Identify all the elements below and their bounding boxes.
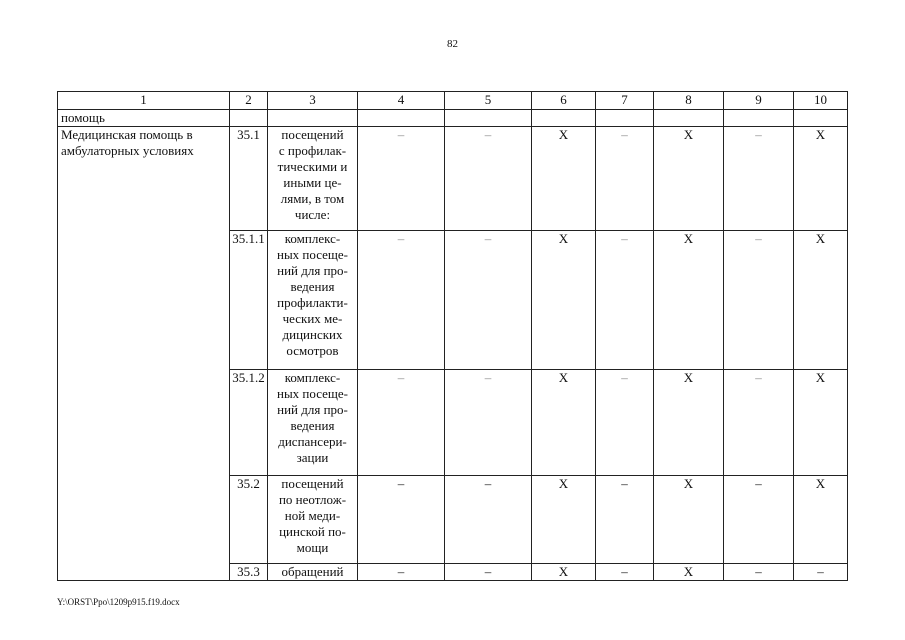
page-number: 82 bbox=[447, 38, 458, 50]
header-cell: 9 bbox=[724, 92, 794, 110]
row-description-line: ведения bbox=[290, 418, 335, 433]
value-cell: – bbox=[724, 476, 794, 564]
value-cell: – bbox=[445, 476, 532, 564]
header-cell: 8 bbox=[654, 92, 724, 110]
row-description-line: цинской по- bbox=[279, 524, 346, 539]
empty-cell bbox=[230, 110, 268, 127]
value-cell: – bbox=[794, 564, 848, 581]
row-description-line: диспансери- bbox=[278, 434, 347, 449]
value-cell: – bbox=[596, 231, 654, 370]
value-cell: – bbox=[358, 231, 445, 370]
header-cell: 7 bbox=[596, 92, 654, 110]
value-cell: – bbox=[358, 476, 445, 564]
value-cell: Х bbox=[532, 564, 596, 581]
empty-cell bbox=[268, 110, 358, 127]
row-description-line: числе: bbox=[294, 207, 331, 222]
row-description-line: по неотлож- bbox=[278, 492, 347, 507]
value-cell: Х bbox=[532, 476, 596, 564]
value-cell: Х bbox=[532, 231, 596, 370]
row-description-line: дицинских bbox=[282, 327, 343, 342]
row-description-line: комплекс- bbox=[284, 231, 341, 246]
value-cell: – bbox=[596, 370, 654, 476]
value-cell: – bbox=[358, 127, 445, 231]
empty-cell bbox=[724, 110, 794, 127]
header-cell: 1 bbox=[58, 92, 230, 110]
row-code: 35.3 bbox=[230, 564, 268, 581]
row-description-line: мощи bbox=[296, 540, 329, 555]
value-cell: – bbox=[445, 127, 532, 231]
row-description-line: профилакти- bbox=[277, 295, 348, 310]
empty-cell bbox=[445, 110, 532, 127]
row-description-line: ных посеще- bbox=[276, 247, 349, 262]
value-cell: – bbox=[445, 564, 532, 581]
continuation-cell: помощь bbox=[58, 110, 230, 127]
row-description-line: с профилак- bbox=[278, 143, 347, 158]
data-table bbox=[57, 91, 848, 581]
header-cell: 4 bbox=[358, 92, 445, 110]
empty-cell bbox=[532, 110, 596, 127]
value-cell: – bbox=[596, 564, 654, 581]
row-code: 35.1 bbox=[230, 127, 268, 231]
row-description-line: комплекс- bbox=[284, 370, 341, 385]
row-code: 35.1.1 bbox=[230, 231, 268, 370]
row-description-line: ных посеще- bbox=[276, 386, 349, 401]
value-cell: – bbox=[445, 231, 532, 370]
row-description-line: ной меди- bbox=[284, 508, 341, 523]
empty-cell bbox=[596, 110, 654, 127]
row-description-line: посещений bbox=[281, 476, 344, 491]
row-code: 35.2 bbox=[230, 476, 268, 564]
header-cell: 10 bbox=[794, 92, 848, 110]
value-cell: Х bbox=[654, 564, 724, 581]
header-cell: 2 bbox=[230, 92, 268, 110]
row-description-line: тическими и bbox=[277, 159, 348, 174]
value-cell: Х bbox=[532, 127, 596, 231]
row-description-line: посещений bbox=[281, 127, 344, 142]
section-label bbox=[58, 127, 230, 581]
header-cell: 5 bbox=[445, 92, 532, 110]
row-description bbox=[268, 231, 358, 370]
value-cell: Х bbox=[654, 476, 724, 564]
header-cell: 6 bbox=[532, 92, 596, 110]
row-description bbox=[268, 564, 358, 581]
row-description-line: зации bbox=[296, 450, 329, 465]
empty-cell bbox=[794, 110, 848, 127]
row-description-line: ний для про- bbox=[277, 263, 348, 278]
header-row bbox=[58, 92, 848, 110]
footer-file-path: Y:\ORST\Ppo\1209p915.f19.docx bbox=[57, 597, 180, 607]
empty-cell bbox=[654, 110, 724, 127]
row-description-line: обращений bbox=[281, 564, 344, 579]
continuation-row bbox=[58, 110, 848, 127]
value-cell: – bbox=[445, 370, 532, 476]
section-label-line: амбулаторных условиях bbox=[61, 143, 194, 158]
row-description-line: осмотров bbox=[286, 343, 339, 358]
header-cell: 3 bbox=[268, 92, 358, 110]
value-cell: Х bbox=[654, 231, 724, 370]
value-cell: – bbox=[724, 564, 794, 581]
value-cell: – bbox=[724, 231, 794, 370]
value-cell: – bbox=[596, 127, 654, 231]
row-description-line: ведения bbox=[290, 279, 335, 294]
value-cell: Х bbox=[794, 370, 848, 476]
row-description bbox=[268, 476, 358, 564]
value-cell: – bbox=[596, 476, 654, 564]
value-cell: Х bbox=[532, 370, 596, 476]
empty-cell bbox=[358, 110, 445, 127]
value-cell: – bbox=[724, 127, 794, 231]
value-cell: Х bbox=[654, 370, 724, 476]
value-cell: Х bbox=[794, 231, 848, 370]
value-cell: – bbox=[358, 370, 445, 476]
value-cell: Х bbox=[654, 127, 724, 231]
row-description bbox=[268, 370, 358, 476]
value-cell: Х bbox=[794, 476, 848, 564]
row-description-line: лями, в том bbox=[280, 191, 345, 206]
section-label-line: Медицинская помощь в bbox=[61, 127, 193, 142]
value-cell: – bbox=[358, 564, 445, 581]
row-description bbox=[268, 127, 358, 231]
table-row bbox=[58, 127, 848, 231]
value-cell: Х bbox=[794, 127, 848, 231]
value-cell: – bbox=[724, 370, 794, 476]
row-description-line: ний для про- bbox=[277, 402, 348, 417]
row-description-line: ческих ме- bbox=[282, 311, 343, 326]
row-code: 35.1.2 bbox=[230, 370, 268, 476]
row-description-line: иными це- bbox=[283, 175, 342, 190]
